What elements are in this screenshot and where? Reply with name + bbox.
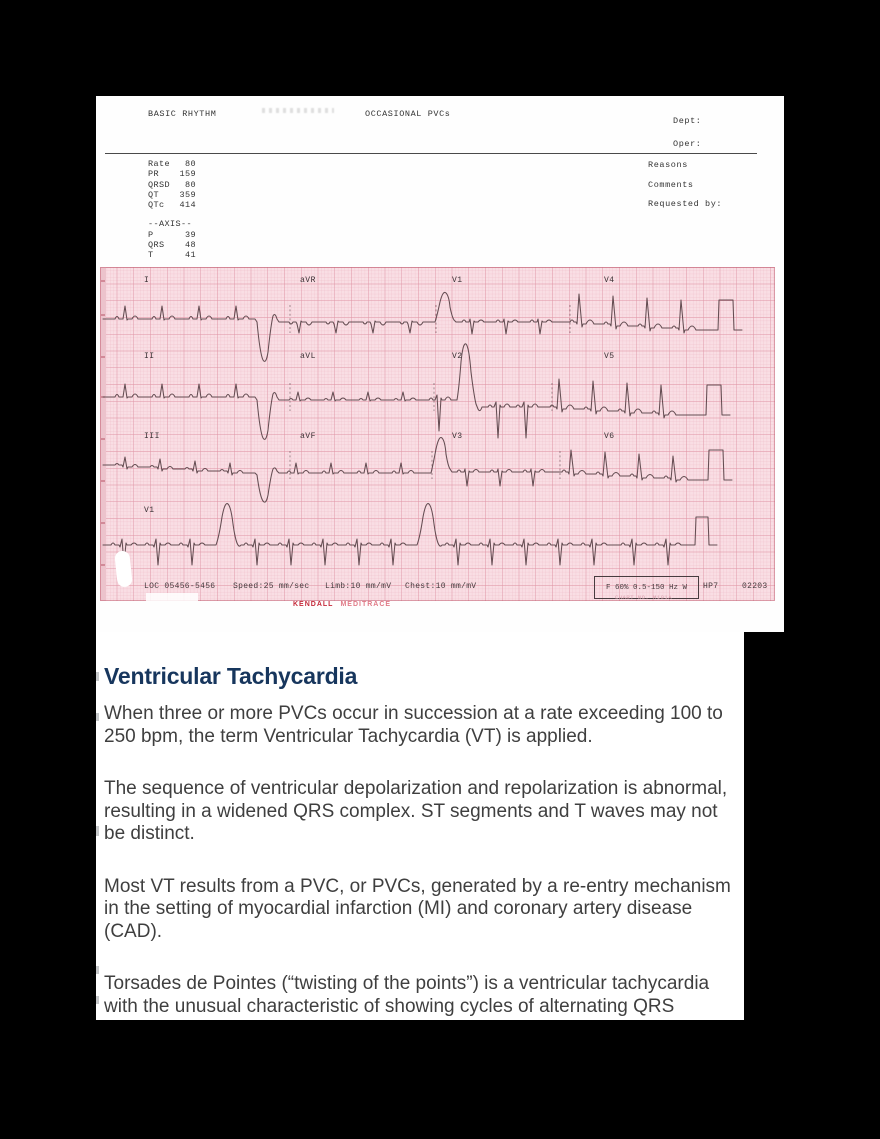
dept-field-label: Dept: <box>673 116 702 126</box>
measurement-row <box>148 180 196 190</box>
footer-loc: LOC 05456-5456 <box>144 582 216 591</box>
lead-label-aVR: aVR <box>300 276 316 285</box>
article-section <box>96 632 744 1020</box>
requested-by-field-label: Requested by: <box>648 199 723 209</box>
axis-row <box>148 230 196 240</box>
ecg-strip-image <box>100 267 775 601</box>
axis-section-title: --AXIS-- <box>148 219 193 230</box>
article-body <box>96 632 744 1018</box>
axis-row <box>148 240 196 250</box>
oper-field-label: Oper: <box>673 139 702 149</box>
reasons-field-label: Reasons <box>648 160 688 170</box>
axis-value: 48 <box>184 240 196 251</box>
article-paragraph: The sequence of ventricular depolarization and repolarization is abnormal, resulting in a widened QRS complex. ST segments and T waves may not be distinct. <box>104 778 728 844</box>
lead-label-II: II <box>144 352 155 361</box>
footer-limb: Limb:10 mm/mV <box>325 582 392 591</box>
lead-label-aVL: aVL <box>300 352 316 361</box>
margin-artifact <box>96 672 99 681</box>
measurement-table <box>148 159 196 261</box>
lead-label-V2: V2 <box>452 352 463 361</box>
lead-label-III: III <box>144 432 160 441</box>
lead-label-aVF: aVF <box>300 432 316 441</box>
measurement-row <box>148 159 196 169</box>
measurement-value: 159 <box>179 169 196 180</box>
axis-name: P <box>148 229 154 240</box>
chart-number: CHART NO. M101A <box>615 594 673 601</box>
page-title: Ventricular Tachycardia <box>104 663 358 689</box>
measurement-name: QRSD <box>148 179 171 190</box>
ecg-report-scan <box>96 96 784 632</box>
report-divider-line <box>105 153 757 154</box>
report-rhythm-label: BASIC RHYTHM <box>148 109 217 119</box>
footer-filter-text: F 60% 0.5-150 Hz W <box>605 583 687 592</box>
axis-name: QRS <box>148 240 165 251</box>
brand-kendall: KENDALL <box>293 601 334 608</box>
article-paragraph: Most VT results from a PVC, or PVCs, generated by a re-entry mechanism in the setting of myocardial infarction (MI) and coronary artery disease (CAD). <box>104 875 731 942</box>
footer-speed: Speed:25 mm/sec <box>233 582 310 591</box>
lead-label-V6: V6 <box>604 432 615 441</box>
measurement-name: QTc <box>148 200 165 211</box>
measurement-value: 80 <box>184 179 196 190</box>
footer-code: 02203 <box>742 582 768 591</box>
article-paragraph: Torsades de Pointes (“twisting of the points”) is a ventricular tachycardia with the unusual characteristic of showing cycles of alternating QRS <box>104 973 710 1017</box>
axis-value: 39 <box>184 229 196 240</box>
footer-device: HP7 <box>703 582 719 591</box>
lead-label-V3: V3 <box>452 432 463 441</box>
margin-artifact <box>96 826 99 836</box>
lead-label-rhythm-V1: V1 <box>144 506 155 515</box>
measurement-value: 414 <box>179 200 196 211</box>
axis-row <box>148 250 196 260</box>
measurement-row <box>148 200 196 210</box>
measurement-name: Rate <box>148 159 171 169</box>
report-pvc-label: OCCASIONAL PVCs <box>365 109 451 119</box>
lead-label-V5: V5 <box>604 352 615 361</box>
paper-white-notch <box>146 593 198 601</box>
measurement-row <box>148 190 196 200</box>
margin-artifact <box>96 966 99 974</box>
measurement-value: 359 <box>179 189 196 200</box>
paper-brand <box>293 601 391 608</box>
measurement-row <box>148 169 196 179</box>
margin-artifact <box>96 996 99 1004</box>
comments-field-label: Comments <box>648 180 694 190</box>
lead-label-I: I <box>144 276 150 285</box>
axis-value: 41 <box>184 250 196 261</box>
measurement-name: PR <box>148 169 160 180</box>
illegible-faint-text <box>262 108 334 113</box>
lead-label-V4: V4 <box>604 276 615 285</box>
article-paragraph: When three or more PVCs occur in succession at a rate exceeding 100 to 250 bpm, the term Ventricular Tachycardia (VT) is applied. <box>104 703 723 747</box>
lead-label-V1: V1 <box>452 276 463 285</box>
footer-chest: Chest:10 mm/mV <box>405 582 477 591</box>
axis-name: T <box>148 250 154 261</box>
measurement-value: 80 <box>184 159 196 169</box>
brand-meditrace: MEDITRACE <box>340 601 392 608</box>
measurement-name: QT <box>148 189 160 200</box>
ecg-paper <box>100 267 775 601</box>
margin-artifact <box>96 713 99 721</box>
